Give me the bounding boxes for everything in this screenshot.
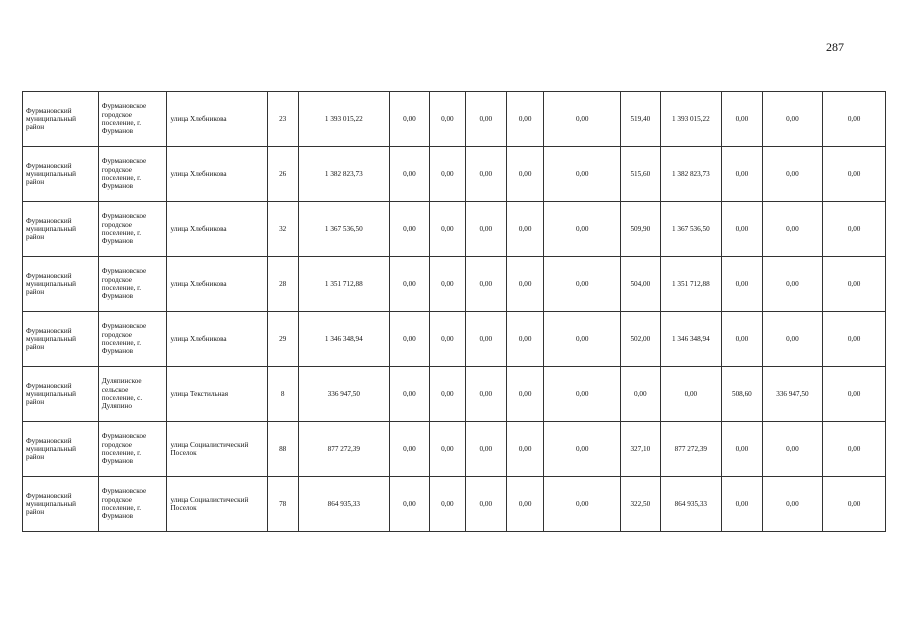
district-cell: Фурмановский муниципальный район: [23, 147, 99, 202]
street-cell: улица Социалистический Поселок: [167, 422, 267, 477]
area-cell: 0,00: [621, 367, 660, 422]
value-cell: 0,00: [465, 202, 506, 257]
area-cell: 0,00: [722, 257, 762, 312]
value-cell: 0,00: [389, 477, 429, 532]
total-cost-cell: 1 346 348,94: [298, 312, 389, 367]
street-cell: улица Хлебникова: [167, 202, 267, 257]
street-cell: улица Хлебникова: [167, 92, 267, 147]
value-cell: 0,00: [389, 92, 429, 147]
value-cell: 0,00: [544, 422, 621, 477]
house-number-cell: 8: [267, 367, 298, 422]
sum-cell: 1 346 348,94: [660, 312, 722, 367]
settlement-cell: Фурмановское городское поселение, г. Фурманов: [98, 312, 167, 367]
table-row: [23, 312, 886, 367]
district-cell: Фурмановский муниципальный район: [23, 422, 99, 477]
value-cell: 0,00: [465, 477, 506, 532]
area-cell: 508,60: [722, 367, 762, 422]
sum-cell: 864 935,33: [660, 477, 722, 532]
value-cell: 0,00: [544, 312, 621, 367]
value-cell: 0,00: [430, 477, 465, 532]
area-cell: 322,50: [621, 477, 660, 532]
value-cell: 0,00: [823, 312, 886, 367]
house-number-cell: 78: [267, 477, 298, 532]
street-cell: улица Хлебникова: [167, 147, 267, 202]
sum-cell: 877 272,39: [660, 422, 722, 477]
value-cell: 0,00: [465, 257, 506, 312]
value-cell: 0,00: [506, 92, 543, 147]
area-cell: 0,00: [722, 312, 762, 367]
street-cell: улица Хлебникова: [167, 312, 267, 367]
value-cell: 0,00: [389, 312, 429, 367]
settlement-cell: Фурмановское городское поселение, г. Фурманов: [98, 422, 167, 477]
value-cell: 0,00: [465, 147, 506, 202]
value-cell: 0,00: [465, 312, 506, 367]
settlement-cell: Фурмановское городское поселение, г. Фурманов: [98, 147, 167, 202]
house-number-cell: 28: [267, 257, 298, 312]
total-cost-cell: 1 382 823,73: [298, 147, 389, 202]
sum-cell: 0,00: [762, 92, 823, 147]
area-cell: 0,00: [722, 147, 762, 202]
district-cell: Фурмановский муниципальный район: [23, 92, 99, 147]
total-cost-cell: 336 947,50: [298, 367, 389, 422]
sum-cell: 0,00: [762, 202, 823, 257]
district-cell: Фурмановский муниципальный район: [23, 312, 99, 367]
sum-cell: 1 393 015,22: [660, 92, 722, 147]
table-row: [23, 477, 886, 532]
value-cell: 0,00: [430, 257, 465, 312]
value-cell: 0,00: [465, 367, 506, 422]
area-cell: 509,90: [621, 202, 660, 257]
value-cell: 0,00: [389, 257, 429, 312]
sum-cell: 336 947,50: [762, 367, 823, 422]
total-cost-cell: 1 393 015,22: [298, 92, 389, 147]
district-cell: Фурмановский муниципальный район: [23, 257, 99, 312]
area-cell: 0,00: [722, 477, 762, 532]
area-cell: 0,00: [722, 422, 762, 477]
table-row: [23, 202, 886, 257]
table-row: [23, 367, 886, 422]
value-cell: 0,00: [389, 147, 429, 202]
table-row: [23, 147, 886, 202]
sum-cell: 0,00: [762, 257, 823, 312]
total-cost-cell: 864 935,33: [298, 477, 389, 532]
value-cell: 0,00: [544, 92, 621, 147]
house-number-cell: 23: [267, 92, 298, 147]
value-cell: 0,00: [823, 477, 886, 532]
page-number: 287: [826, 40, 844, 54]
value-cell: 0,00: [544, 367, 621, 422]
street-cell: улица Социалистический Поселок: [167, 477, 267, 532]
sum-cell: 0,00: [762, 477, 823, 532]
value-cell: 0,00: [506, 312, 543, 367]
value-cell: 0,00: [823, 202, 886, 257]
district-cell: Фурмановский муниципальный район: [23, 477, 99, 532]
house-number-cell: 29: [267, 312, 298, 367]
sum-cell: 0,00: [762, 422, 823, 477]
housing-register-table: [22, 91, 886, 532]
value-cell: 0,00: [465, 422, 506, 477]
value-cell: 0,00: [823, 257, 886, 312]
value-cell: 0,00: [430, 367, 465, 422]
total-cost-cell: 1 351 712,88: [298, 257, 389, 312]
house-number-cell: 26: [267, 147, 298, 202]
area-cell: 504,00: [621, 257, 660, 312]
area-cell: 502,00: [621, 312, 660, 367]
value-cell: 0,00: [389, 422, 429, 477]
value-cell: 0,00: [544, 202, 621, 257]
area-cell: 327,10: [621, 422, 660, 477]
sum-cell: 0,00: [660, 367, 722, 422]
value-cell: 0,00: [506, 367, 543, 422]
area-cell: 0,00: [722, 92, 762, 147]
sum-cell: 0,00: [762, 147, 823, 202]
sum-cell: 0,00: [762, 312, 823, 367]
value-cell: 0,00: [430, 422, 465, 477]
value-cell: 0,00: [389, 367, 429, 422]
area-cell: 515,60: [621, 147, 660, 202]
value-cell: 0,00: [823, 147, 886, 202]
total-cost-cell: 1 367 536,50: [298, 202, 389, 257]
house-number-cell: 32: [267, 202, 298, 257]
house-number-cell: 88: [267, 422, 298, 477]
value-cell: 0,00: [430, 92, 465, 147]
area-cell: 519,40: [621, 92, 660, 147]
value-cell: 0,00: [506, 202, 543, 257]
street-cell: улица Текстильная: [167, 367, 267, 422]
value-cell: 0,00: [823, 367, 886, 422]
street-cell: улица Хлебникова: [167, 257, 267, 312]
value-cell: 0,00: [506, 422, 543, 477]
settlement-cell: Фурмановское городское поселение, г. Фурманов: [98, 257, 167, 312]
table-row: [23, 422, 886, 477]
value-cell: 0,00: [506, 147, 543, 202]
value-cell: 0,00: [430, 147, 465, 202]
table-row: [23, 92, 886, 147]
settlement-cell: Фурмановское городское поселение, г. Фурманов: [98, 477, 167, 532]
sum-cell: 1 367 536,50: [660, 202, 722, 257]
value-cell: 0,00: [506, 257, 543, 312]
table-row: [23, 257, 886, 312]
value-cell: 0,00: [544, 257, 621, 312]
value-cell: 0,00: [823, 422, 886, 477]
value-cell: 0,00: [430, 312, 465, 367]
district-cell: Фурмановский муниципальный район: [23, 367, 99, 422]
value-cell: 0,00: [544, 477, 621, 532]
value-cell: 0,00: [544, 147, 621, 202]
sum-cell: 1 382 823,73: [660, 147, 722, 202]
value-cell: 0,00: [389, 202, 429, 257]
value-cell: 0,00: [465, 92, 506, 147]
value-cell: 0,00: [430, 202, 465, 257]
settlement-cell: Фурмановское городское поселение, г. Фурманов: [98, 202, 167, 257]
total-cost-cell: 877 272,39: [298, 422, 389, 477]
district-cell: Фурмановский муниципальный район: [23, 202, 99, 257]
settlement-cell: Фурмановское городское поселение, г. Фурманов: [98, 92, 167, 147]
area-cell: 0,00: [722, 202, 762, 257]
value-cell: 0,00: [823, 92, 886, 147]
sum-cell: 1 351 712,88: [660, 257, 722, 312]
value-cell: 0,00: [506, 477, 543, 532]
settlement-cell: Дуляпинское сельское поселение, с. Дуляпино: [98, 367, 167, 422]
